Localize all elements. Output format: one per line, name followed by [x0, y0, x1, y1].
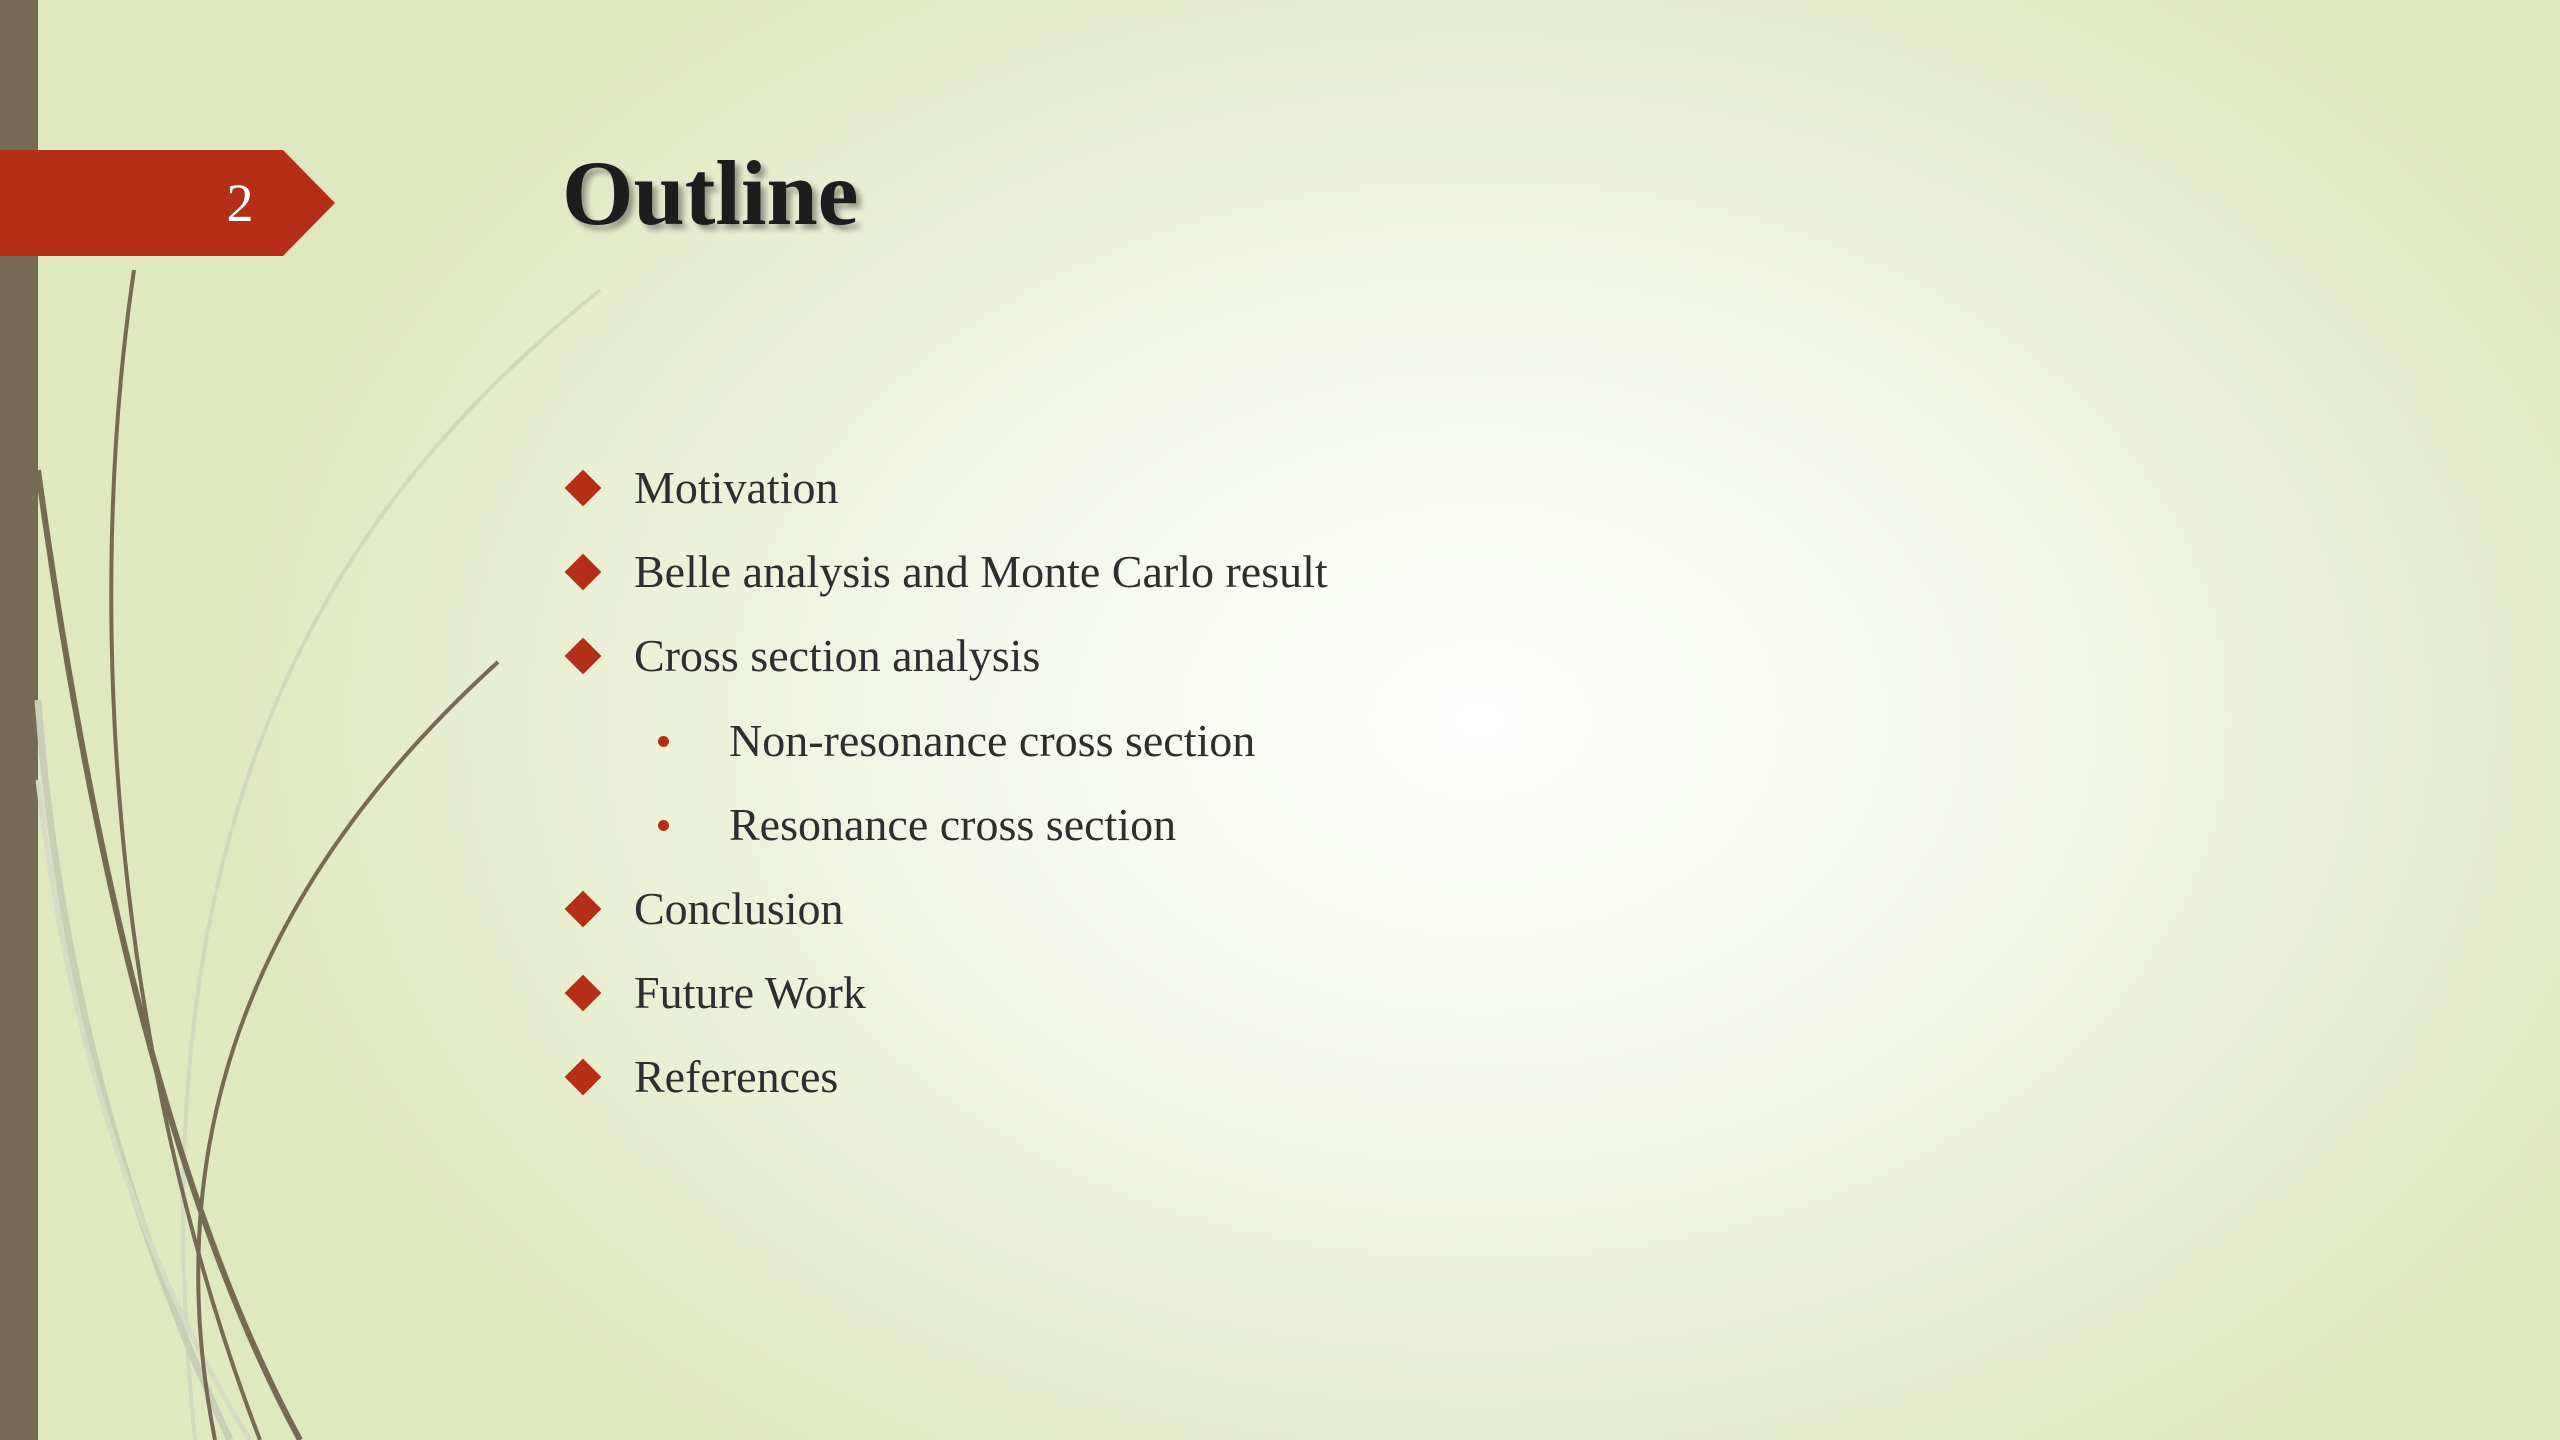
outline-item-text: Motivation	[634, 462, 839, 513]
diamond-bullet-icon	[565, 1059, 602, 1096]
outline-subitem	[562, 783, 1328, 867]
page-number: 2	[226, 173, 254, 233]
outline-item	[562, 1035, 1328, 1119]
outline-list	[562, 446, 1328, 1120]
outline-item	[562, 614, 1328, 698]
outline-subitem	[562, 699, 1328, 783]
outline-subitem-text: Non-resonance cross section	[729, 714, 1256, 766]
outline-item-text: Belle analysis and Monte Carlo result	[634, 546, 1328, 598]
dot-bullet-icon	[658, 736, 669, 747]
outline-subitem-text: Resonance cross section	[729, 798, 1177, 850]
diamond-bullet-icon	[565, 554, 602, 591]
diamond-bullet-icon	[565, 470, 602, 507]
outline-item	[562, 530, 1328, 614]
outline-item-text: Conclusion	[634, 882, 844, 934]
slide-title: Outline	[562, 142, 859, 244]
outline-item	[562, 867, 1328, 951]
diamond-bullet-icon	[565, 891, 602, 928]
outline-item	[562, 951, 1328, 1035]
outline-item-text: Future Work	[634, 967, 866, 1019]
outline-item	[562, 446, 1328, 530]
tag-arrow-shape	[0, 150, 335, 256]
page-number-tag	[0, 150, 335, 256]
diamond-bullet-icon	[565, 638, 602, 675]
outline-item-text: Cross section analysis	[634, 630, 1041, 682]
dot-bullet-icon	[658, 820, 669, 831]
outline-item-text: References	[634, 1051, 839, 1103]
diamond-bullet-icon	[565, 975, 602, 1012]
